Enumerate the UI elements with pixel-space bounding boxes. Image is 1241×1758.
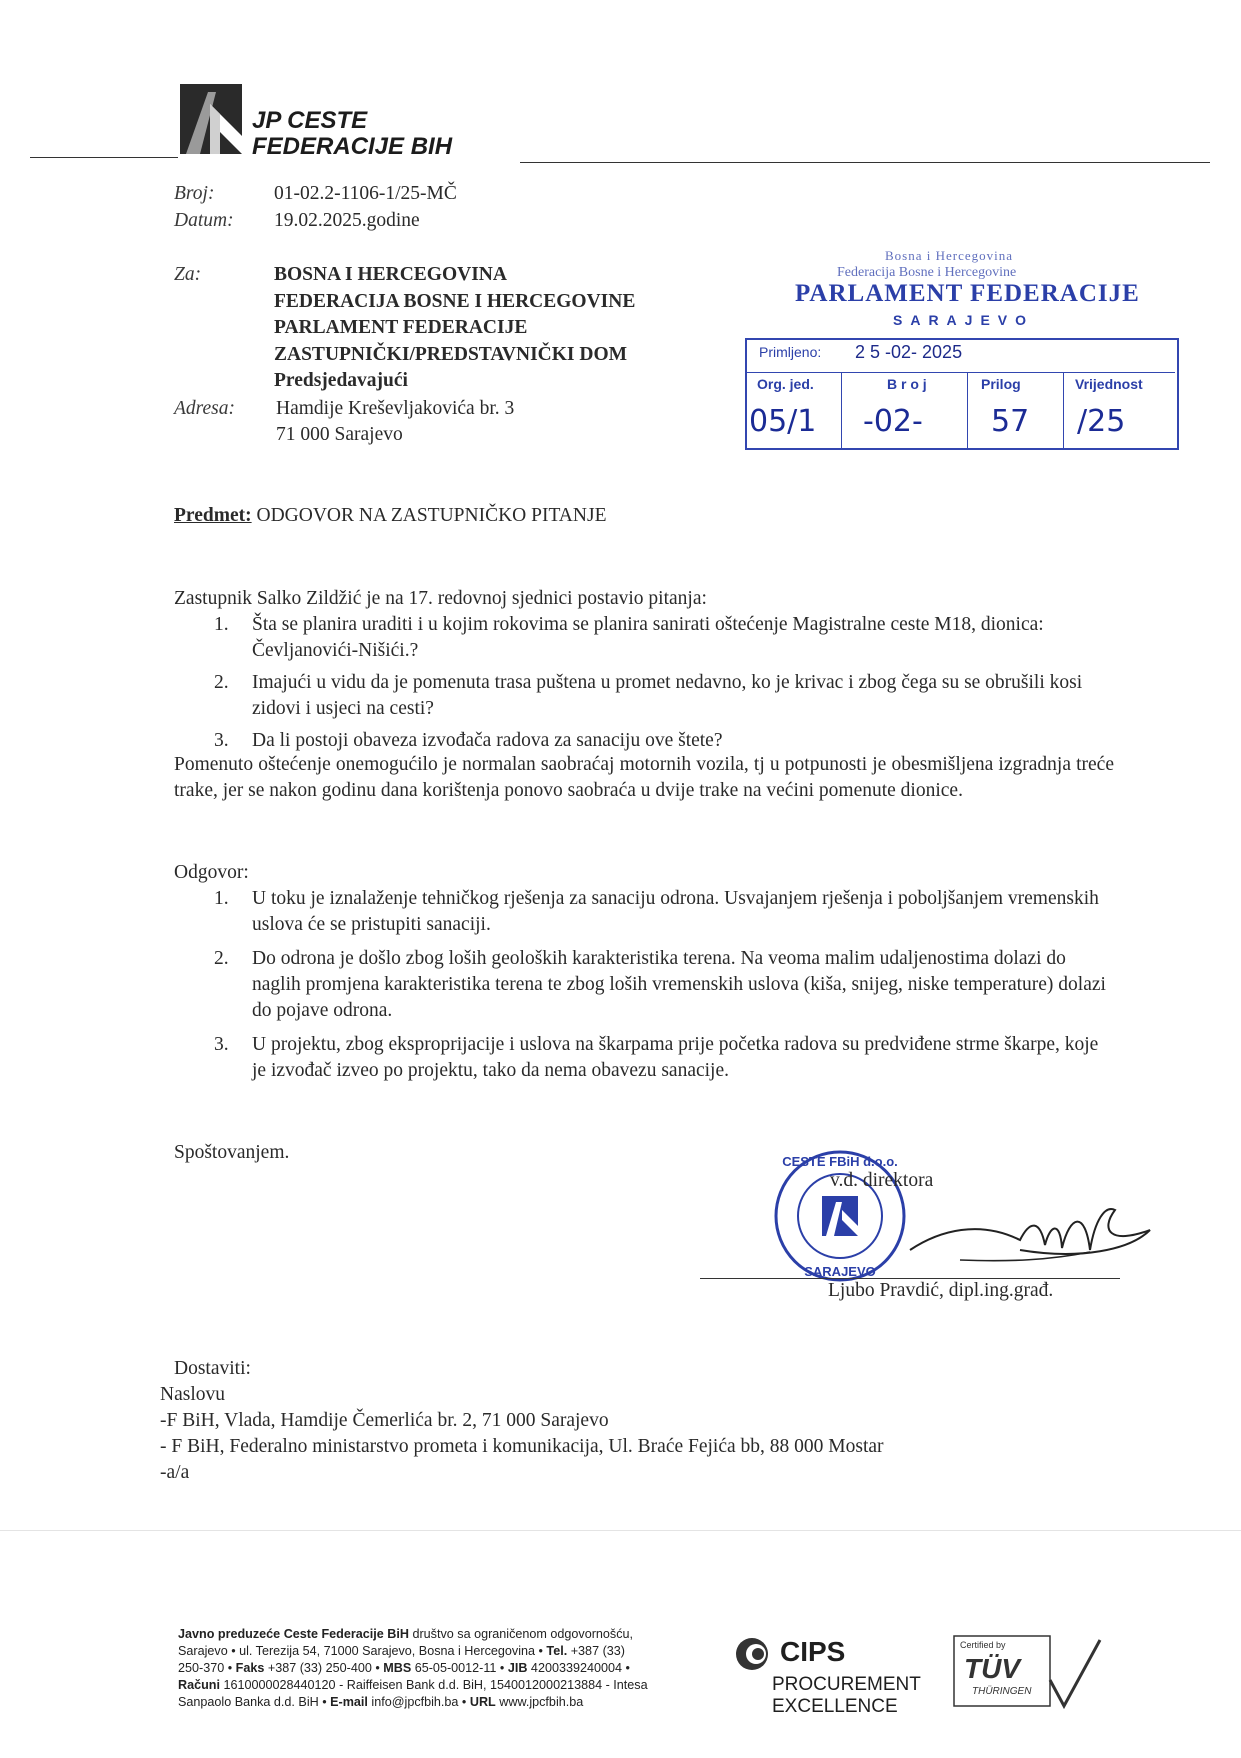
footer-jib-label: JIB [504, 1661, 528, 1675]
stamp-divider [747, 372, 1175, 373]
footer-fax-label: Faks [232, 1661, 265, 1675]
stamp-hand-attachment: 57 [991, 404, 1030, 439]
footer-mbs-value: 65-05-0012-11 • [411, 1661, 505, 1675]
answer-label: Odgovor: [174, 862, 249, 883]
tuv-certified-label: Certified by [960, 1640, 1006, 1650]
parliament-receipt-stamp [745, 244, 1185, 454]
list-item [174, 670, 1114, 722]
footer-accounts-value: 1610000028440120 - Raiffeisen Bank d.d. BiH, 1540012000213884 - Intesa [220, 1678, 648, 1692]
stamp-city: SARAJEVO [893, 312, 1035, 328]
stamp-hand-org: 05/1 [749, 404, 817, 439]
answer-text: Do odrona je došlo zbog loših geoloških karakteristika terena. Na veoma malim udaljenostima dolazi do naglih promjena karakteristika terena te zbog loših vremenskih uslova (kiša, snijeg, niske temperature) dolazi do pojave odrona. [252, 948, 1106, 1021]
recipient-line: BOSNA I HERCEGOVINA [274, 264, 507, 285]
stamp-hand-number: -02- [863, 404, 923, 439]
footer-tel-cont: 250-370 • [178, 1661, 233, 1675]
tuv-certification-icon [952, 1634, 1102, 1710]
reference-number-row [174, 181, 457, 207]
date-value: 19.02.2025.godine [274, 210, 420, 231]
cips-line2: EXCELLENCE [772, 1696, 898, 1717]
subject-line [174, 503, 606, 529]
stamp-col-divider [841, 372, 842, 448]
address-line: 71 000 Sarajevo [276, 424, 403, 445]
question-text: Šta se planira uraditi i u kojim rokovima se planira sanirati oštećenje Magistralne ceste M18, dionica: Čevljanovići-Nišići.? [252, 614, 1044, 661]
footer-divider [0, 1530, 1241, 1531]
svg-text:SARAJEVO: SARAJEVO [804, 1264, 876, 1279]
company-name-line2: FEDERACIJE BIH [252, 133, 453, 160]
cips-logo-text: CIPS [780, 1636, 846, 1667]
list-item: - F BiH, Federalno ministarstvo prometa i komunikacija, Ul. Braće Fejića bb, 88 000 Mostar [160, 1436, 884, 1457]
footer-bank: Sanpaolo Banka d.d. BiH • [178, 1695, 327, 1709]
answers-list [174, 886, 1114, 1092]
footer-fax-value: +387 (33) 250-400 • [264, 1661, 380, 1675]
footer-accounts-label: Računi [178, 1678, 220, 1692]
list-item: -a/a [160, 1462, 190, 1483]
footer-url-label: URL [466, 1695, 496, 1709]
question-text: Da li postoji obaveza izvođača radova za sanaciju ove štete? [252, 730, 723, 751]
signature-role: v.d. direktora [830, 1170, 934, 1191]
list-item: Naslovu [160, 1384, 225, 1405]
stamp-hand-value: /25 [1077, 404, 1126, 439]
subject-label: Predmet: [174, 505, 252, 526]
stamp-organization: PARLAMENT FEDERACIJE [795, 280, 1140, 307]
answer-text: U toku je iznalaženje tehničkog rješenja za sanaciju odrona. Usvajanjem rješenja i poboljšanjem vremenskih uslova će se pristupiti sanaciji. [252, 888, 1099, 935]
footer-company-info [178, 1626, 718, 1711]
cips-line1: PROCUREMENT [772, 1674, 921, 1695]
company-name-line1: JP CESTE [252, 107, 368, 134]
date-row [174, 208, 420, 234]
footer-address: Sarajevo • ul. Terezija 54, 71000 Sarajevo, Bosna i Hercegovina • [178, 1644, 543, 1658]
recipient-line: FEDERACIJA BOSNE I HERCEGOVINE [274, 290, 636, 312]
subject-text: ODGOVOR NA ZASTUPNIČKO PITANJE [256, 505, 607, 526]
cips-logo-icon [730, 1636, 774, 1672]
reference-value: 01-02.2-1106-1/25-MČ [274, 183, 457, 204]
footer-email-value: info@jpcfbih.ba • [367, 1695, 467, 1709]
tuv-brand: TÜV [964, 1653, 1020, 1684]
stamp-country: Bosna i Hercegovina [885, 248, 1014, 263]
company-seal-icon [770, 1146, 910, 1286]
list-item: -F BiH, Vlada, Hamdije Čemerlića br. 2, 71 000 Sarajevo [160, 1410, 609, 1431]
handwritten-signature-icon [900, 1190, 1160, 1280]
footer-url-value: www.jpcfbih.ba [495, 1695, 584, 1709]
signatory-name: Ljubo Pravdić, dipl.ing.građ. [828, 1280, 1054, 1301]
footer-company-name: Javno preduzeće Ceste Federacije BiH [178, 1627, 409, 1641]
list-number: 1. [214, 888, 229, 909]
recipient-line: ZASTUPNIČKI/PREDSTAVNIČKI DOM [274, 343, 628, 365]
stamp-col-org: Org. jed. [757, 376, 814, 392]
footer-company-type: društvo sa ograničenom odgovornošću, [408, 1627, 634, 1641]
list-item [174, 886, 1114, 938]
stamp-entity: Federacija Bosne i Hercegovine [837, 265, 1017, 280]
company-name [252, 108, 452, 160]
answer-text: U projektu, zbog eksproprijacije i uslova na škarpama prije početka radova su predviđene strme škarpe, koje je izvođač izveo po projektu, tako da nema obavezu sanacije. [252, 1034, 1099, 1081]
reference-label: Broj: [174, 183, 215, 204]
list-number: 2. [214, 948, 229, 969]
tuv-region: THÜRINGEN [972, 1686, 1032, 1697]
company-logo-icon [180, 84, 242, 154]
recipient-block [274, 262, 635, 395]
list-number: 3. [214, 730, 229, 751]
address-line: Hamdije Kreševljakovića br. 3 [276, 398, 515, 419]
recipient-label: Za: [174, 264, 202, 285]
recipient-line: PARLAMENT FEDERACIJE [274, 317, 528, 339]
stamp-received-label: Primljeno: [759, 344, 822, 360]
stamp-col-number: B r o j [887, 376, 927, 392]
recipient-line: Predsjedavajući [274, 370, 408, 392]
list-item [174, 612, 1114, 664]
address-label: Adresa: [174, 398, 236, 419]
distribution-label: Dostaviti: [174, 1358, 251, 1379]
header-divider-right [520, 162, 1210, 163]
svg-text:CESTE FBiH d.o.o.: CESTE FBiH d.o.o. [782, 1154, 898, 1169]
stamp-col-divider [967, 372, 968, 448]
stamp-col-attachment: Prilog [981, 376, 1021, 392]
list-item [174, 946, 1114, 1024]
list-item [174, 1032, 1114, 1084]
comment-paragraph: Pomenuto oštećenje onemogućilo je normalan saobraćaj motornih vozila, tj u potpunosti je obesmišljena izgradnja treće trake, jer se nakon godinu dana korištenja ponovo saobraća u dvije trake na većini pomenute dionice. [174, 754, 1114, 801]
footer-jib-value: 4200339240004 • [527, 1661, 630, 1675]
footer-tel-value: +387 (33) [567, 1644, 625, 1658]
stamp-received-date: 2 5 -02- 2025 [855, 342, 963, 362]
footer-tel-label: Tel. [542, 1644, 568, 1658]
intro-paragraph: Zastupnik Salko Zildžić je na 17. redovnoj sjednici postavio pitanja: [174, 588, 707, 609]
questions-list [174, 612, 1114, 760]
stamp-col-value: Vrijednost [1075, 376, 1143, 392]
list-number: 2. [214, 672, 229, 693]
date-label: Datum: [174, 210, 234, 231]
address-block [276, 396, 514, 448]
list-number: 1. [214, 614, 229, 635]
stamp-col-divider [1063, 372, 1064, 448]
list-item [174, 728, 1114, 754]
distribution-list [160, 1382, 1160, 1486]
list-number: 3. [214, 1034, 229, 1055]
header-divider-left [30, 157, 178, 158]
footer-email-label: E-mail [326, 1695, 368, 1709]
footer-mbs-label: MBS [379, 1661, 412, 1675]
question-text: Imajući u vidu da je pomenuta trasa puštena u promet nedavno, ko je krivac i zbog čega su se obrušili kosi zidovi i usjeci na cesti? [252, 672, 1083, 719]
closing-salutation: Spoštovanjem. [174, 1142, 290, 1163]
